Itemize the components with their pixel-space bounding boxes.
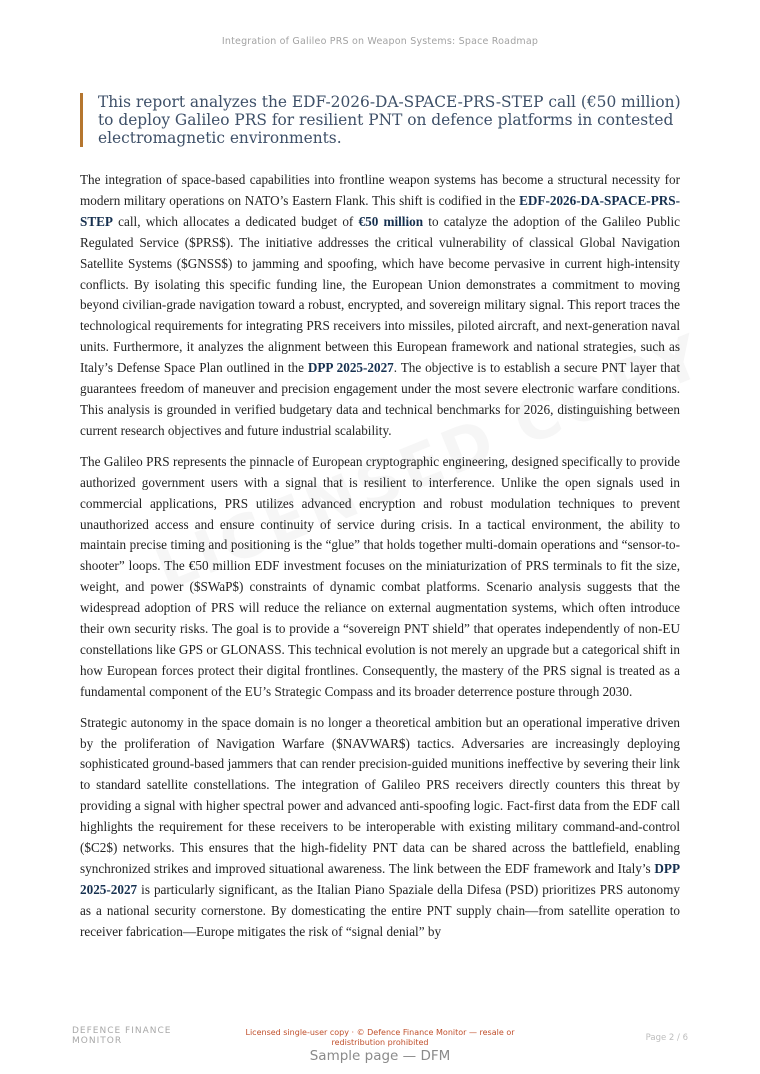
footer-brand-line-2: MONITOR bbox=[72, 1036, 123, 1046]
sample-page-label: Sample page — DFM bbox=[309, 1048, 451, 1064]
running-header: Integration of Galileo PRS on Weapon Systems: Space Roadmap bbox=[221, 36, 539, 47]
footer-brand-line-1: DEFENCE FINANCE bbox=[72, 1026, 172, 1036]
bold-call-id: EDF-2026-DA-SPACE-PRS-STEP bbox=[80, 192, 680, 229]
paragraph-3: Strategic autonomy in the space domain is no longer a theoretical ambition but an operational imperative driven by the proliferation of Navigation Warfare ($NAVWAR$) tactics. Adversaries are increasingly deploying sophisticated ground-based jammers that can render precision-guided munitions ineffective by severing their link to standard satellite constellations. The integration of Galileo PRS receivers directly counters this threat by providing a signal with higher spectral power and advanced anti-spoofing logic. Fact-first data from the EDF call highlights the requirement for these receivers to be interoperable with existing military command-and-control ($C2$) networks. This ensures that the high-fidelity PNT data can be shared across the battlefield, enabling synchronized strikes and improved situational awareness. The link between the EDF framework and Italy’s DPP 2025-2027 is particularly significant, as the Italian Piano Spaziale della Difesa (PSD) prioritizes PRS autonomy as a national security cornerstone. By domesticating the entire PNT supply chain—from satellite operation to receiver fabrication—Europe mitigates the risk of “signal denial” by bbox=[80, 714, 680, 939]
footer-brand bbox=[72, 1026, 171, 1046]
bold-dpp-reference: DPP 2025-2027 bbox=[307, 360, 394, 376]
page-number: Page 2 / 6 bbox=[645, 1033, 688, 1043]
paragraph-2: The Galileo PRS represents the pinnacle of European cryptographic engineering, designed specifically to provide authorized government users with a signal that is resilient to interference. Unlike the open signals used in commercial applications, PRS utilizes advanced encryption and robust modulation techniques to prevent unauthorized access and ensure continuity of service during crisis. In a tactical environment, the ability to maintain precise timing and positioning is the “glue” that holds together multi-domain operations and “sensor-to-shooter” loops. The €50 million EDF investment focuses on the miniaturization of PRS terminals to fit the size, weight, and power ($SWaP$) constraints of dynamic combat platforms. Scenario analysis suggests that the widespread adoption of PRS will reduce the reliance on external augmentation systems, which often introduce their own security risks. The goal is to provide a “sovereign PNT shield” that operates independently of non-EU constellations like GPS or GLONASS. This technical evolution is not merely an upgrade but a categorical shift in how European forces protect their digital frontlines. Consequently, the mastery of the PRS signal is treated as a fundamental component of the EU’s Strategic Compass and its broader deterrence posture through 2030. bbox=[80, 453, 680, 699]
license-notice: Licensed single-user copy · © Defence Finance Monitor — resale or redistribution prohibited bbox=[245, 1028, 515, 1047]
paragraph-1: The integration of space-based capabilities into frontline weapon systems has become a structural necessity for modern military operations on NATO’s Eastern Flank. This shift is codified in the EDF-2026-DA-SPACE-PRS-STEP call, which allocates a dedicated budget of €50 million to catalyze the adoption of the Galileo Public Regulated Service ($PRS$). The initiative addresses the critical vulnerability of classical Global Navigation Satellite Systems ($GNSS$) to jamming and spoofing, which have become pervasive in current high-intensity conflicts. By isolating this specific funding line, the European Union demonstrates a commitment to moving beyond civilian-grade navigation toward a robust, encrypted, and sovereign military signal. This report traces the technological requirements for integrating PRS receivers into missiles, piloted aircraft, and next-generation naval units. Furthermore, it analyzes the alignment between this European framework and national strategies, such as Italy’s Defense Space Plan outlined in the DPP 2025-2027. The objective is to establish a secure PNT layer that guarantees freedom of maneuver and precision engagement under the most severe electronic warfare conditions. This analysis is grounded in verified budgetary data and technical benchmarks for 2026, distinguishing between current research objectives and future industrial scalability. bbox=[80, 172, 680, 438]
bold-budget: €50 million bbox=[358, 213, 424, 229]
bold-dpp-reference: DPP 2025-2027 bbox=[80, 861, 680, 897]
report-body bbox=[80, 170, 680, 953]
abstract-callout: This report analyzes the EDF-2026-DA-SPACE-PRS-STEP call (€50 million) to deploy Galileo PRS for resilient PNT on defence platforms in contested electromagnetic environments. bbox=[80, 93, 698, 147]
